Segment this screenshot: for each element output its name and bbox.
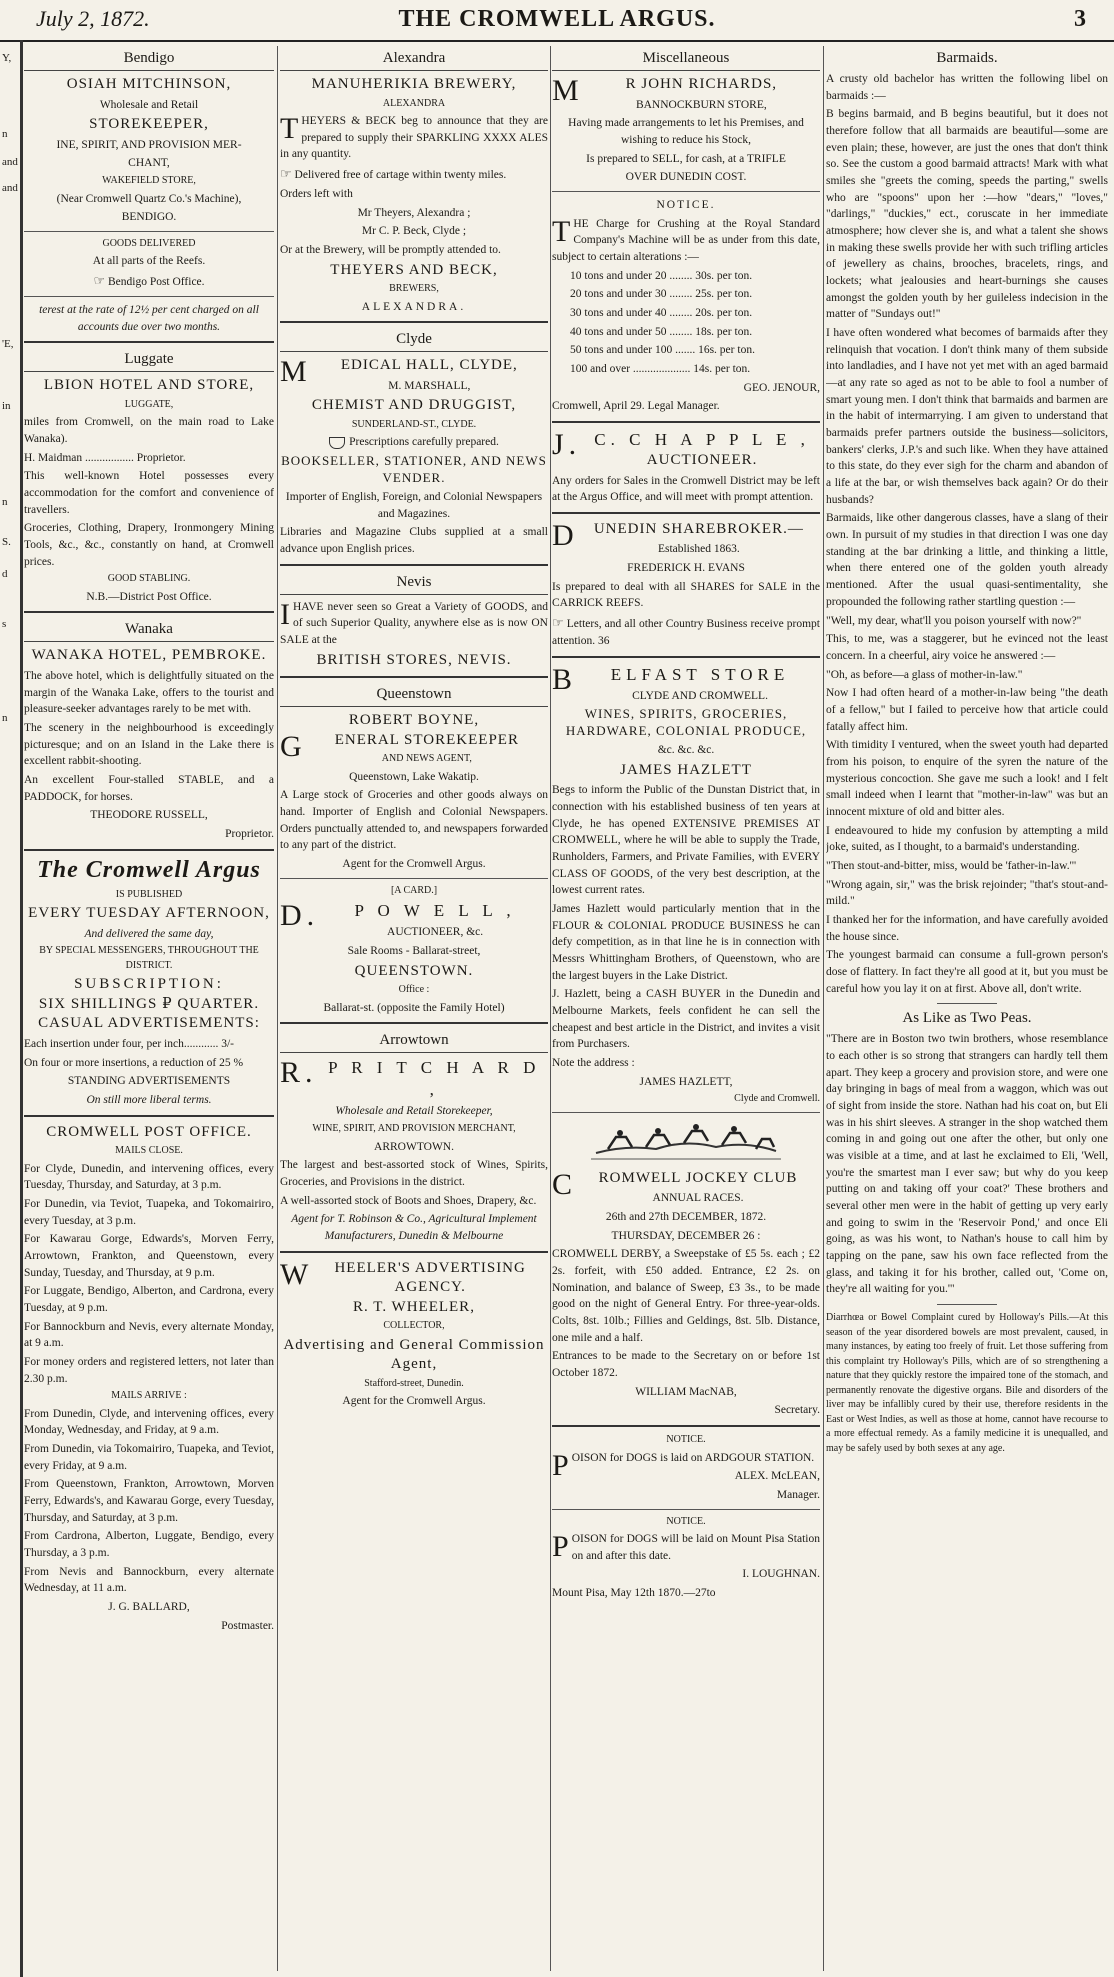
- left-margin-fragments: [0, 40, 23, 1977]
- section-heading: Clyde: [280, 329, 548, 352]
- ad-headline: BOOKSELLER, STATIONER, AND NEWS VENDER.: [281, 453, 547, 485]
- ad-text: J. G. BALLARD,: [108, 1601, 190, 1614]
- edge-fragment: 'E,: [2, 338, 14, 350]
- drop-cap: T: [280, 112, 299, 145]
- ad-text: LUGGATE,: [124, 398, 174, 410]
- ad-text: CHANT,: [128, 157, 170, 170]
- arrowtown-advertisement: [280, 1030, 548, 1410]
- ad-text: And delivered the same day,: [84, 927, 214, 940]
- drop-cap: D: [552, 518, 575, 552]
- ad-text: OISON for DOGS is laid on ARDGOUR STATION.: [571, 1451, 815, 1464]
- holloway-pills-item: [826, 1311, 1108, 1456]
- ad-text: Orders left with: [280, 187, 353, 200]
- belfast-store-advertisement: [552, 664, 820, 1107]
- divider: [552, 512, 820, 514]
- ad-text: From Nevis and Bannockburn, every alternate Wednesday, at 11 a.m.: [24, 1565, 274, 1595]
- section-heading: Queenstown: [280, 684, 548, 707]
- divider: [552, 656, 820, 658]
- article-paragraph: A crusty old bachelor has written the following libel on barmaids :—: [826, 73, 1108, 102]
- ad-text: Letters, and all other Country Business receive prompt attention.: [552, 618, 820, 647]
- ad-text: CLYDE AND CROMWELL.: [632, 689, 768, 702]
- queenstown-advertisement: [280, 684, 548, 1016]
- ad-text: Note the address :: [552, 1057, 635, 1070]
- article-paragraph: "Oh, as before—a glass of mother-in-law.": [826, 668, 1023, 681]
- ad-text: OVER DUNEDIN COST.: [625, 171, 747, 184]
- drop-cap: J.: [552, 427, 582, 461]
- mount-pisa-poison-notice: [552, 1515, 820, 1602]
- ad-text: MAILS ARRIVE :: [111, 1390, 187, 1402]
- ad-text: Agent for the Cromwell Argus.: [342, 857, 486, 870]
- drop-cap: G: [280, 729, 303, 763]
- ad-headline: MANUHERIKIA BREWERY,: [311, 76, 517, 92]
- argus-masthead: The Cromwell Argus: [37, 856, 261, 883]
- ad-text: Agent for T. Robinson & Co., Agricultural Implement Manufacturers, Dunedin & Melbourne: [291, 1213, 537, 1242]
- ad-text: H. Maidman ................. Proprietor.: [24, 451, 186, 464]
- article-paragraph: This, to me, was a staggerer, but he evinced not the least concern. In a cheerful, airy voice he answered :—: [826, 633, 1108, 662]
- article-paragraph: "There are in Boston two twin brothers, whose resemblance to each other is so strong that strangers can hardly tell them apart. They keep a grocery and provision store, and were one day bringing in bags of meal from a waggon, which was out of sight from inside the store. Nathan had his coat on, but Eli was in his shirt sleeves. A stranger in the shop watched them coming in and going out one after the other, but only one was visible at a time, and at last he exclaimed to Eli, 'Well, you're the smartest man I ever saw; but why do you keep putting on and taking off your coat?' These brothers and several other men were in the habit of getting up very early and going to swim in the 'Reservoir Pond,' and once Eli going, as was his wont, to Nathan's house to call him by tapping on the pane, saw his own face reflected from the glass, and taking it for his brother, called out, 'Come on, they're all waiting for you.'": [826, 1033, 1108, 1296]
- article-title: Barmaids.: [936, 50, 998, 66]
- ad-text: For Dunedin, via Teviot, Tuapeka, and Tokomairiro, every Tuesday, at 3 p.m.: [24, 1197, 274, 1227]
- article-paragraph: With timidity I ventured, when the sweet youth had departed from his poison, to enquire of the syren the nature of the mysterious concoction. She gave me such a look! and I felt small indeed when I learnt that "mother-in-law" was but an innocent mixture of old and bitter ales.: [826, 739, 1108, 818]
- section-heading: Miscellaneous: [552, 48, 820, 71]
- barmaids-article: [826, 50, 1108, 997]
- ad-text: Having made arrangements to let his Premises, and wishing to reduce his Stock,: [568, 117, 804, 146]
- ad-text: GOODS DELIVERED: [102, 237, 196, 249]
- jockey-club-advertisement: [552, 1119, 820, 1419]
- ad-text: Ballarat-st. (opposite the Family Hotel): [323, 1001, 505, 1014]
- edge-fragment: d: [2, 568, 8, 580]
- ad-text: &c. &c. &c.: [657, 744, 715, 757]
- ad-text: IS PUBLISHED: [115, 888, 183, 900]
- ad-text: Groceries, Clothing, Drapery, Ironmongery Mining Tools, &c., &c., constantly on hand, at Cromwell prices.: [24, 522, 274, 568]
- column-4: [826, 46, 1108, 1971]
- divider: [280, 564, 548, 566]
- ad-text: A Large stock of Groceries and other goods always on hand. Importer of English and Colonial Newspapers. Orders punctually attended to, and newspapers forwarded to any part of the district.: [280, 789, 548, 852]
- ad-text: [A CARD.]: [390, 884, 438, 896]
- article-paragraph: B begins barmaid, and B begins beautiful, but it does not therefore follow that all barmaids are beautiful—some are even plain; these, however, are just the ones that don't think so. See the custom a good barmaid attracts! Mark with what smiles she "greets the coming, speeds the parting," swells who are "spoons" upon her :—how "dears," "loves," "darlings," "duckies," ect., coruscate in her immediate atmosphere; how clever she is, and what a talent she shows in making these swells provide her with such trifling articles of jewellery as chains, brooches, bracelets, rings, and lockets; what jealousies and heart-burnings she causes amongst the golden youth by her guileless indecision in the matter of "Sundays out!": [826, 108, 1108, 321]
- ad-text: Importer of English, Foreign, and Colonial Newspapers and Magazines.: [285, 490, 543, 520]
- drop-cap: C: [552, 1167, 574, 1201]
- ad-text: Mr Theyers, Alexandra ;: [357, 206, 471, 219]
- ad-text: Prescriptions carefully prepared.: [349, 436, 499, 449]
- divider: [552, 421, 820, 423]
- drop-cap: D.: [280, 899, 320, 933]
- divider: [552, 1425, 820, 1427]
- ad-text: AND NEWS AGENT,: [381, 753, 472, 765]
- ad-headline: C. C H A P P L E ,: [594, 429, 810, 449]
- ad-headline: ENERAL STOREKEEPER: [334, 731, 519, 748]
- ad-text: THURSDAY, DECEMBER 26 :: [611, 1229, 761, 1242]
- ad-headline: WINES, SPIRITS, GROCERIES, HARDWARE, COLONIAL PRODUCE,: [565, 706, 807, 739]
- ad-headline: LBION HOTEL AND STORE,: [43, 377, 255, 394]
- sharebroker-advertisement: [552, 520, 820, 650]
- drop-cap: T: [552, 214, 571, 248]
- ad-text: SUNDERLAND-ST., CLYDE.: [351, 418, 477, 430]
- ad-text: Wholesale and Retail: [99, 98, 199, 111]
- ad-text: BANNOCKBURN STORE,: [635, 98, 767, 111]
- ad-text: BY SPECIAL MESSENGERS, THROUGHOUT THE DISTRICT.: [39, 945, 259, 971]
- divider: [280, 676, 548, 678]
- ad-headline: AUCTIONEER.: [646, 452, 758, 469]
- pointing-hand-icon: ☞: [280, 166, 292, 182]
- ad-text: Or at the Brewery, will be promptly attended to.: [280, 243, 501, 256]
- ad-text: At all parts of the Reefs.: [92, 255, 206, 268]
- page-number: 3: [1074, 6, 1086, 32]
- ad-text: Any orders for Sales in the Cromwell District may be left at the Argus Office, and will meet with prompt attention.: [552, 474, 820, 504]
- edge-fragment: n: [2, 128, 8, 140]
- ad-text: JAMES HAZLETT,: [639, 1075, 733, 1088]
- ad-text: M. MARSHALL,: [388, 379, 471, 392]
- divider: [24, 296, 274, 297]
- pointing-hand-icon: ☞: [93, 273, 106, 289]
- newspaper-title: THE CROMWELL ARGUS.: [398, 6, 716, 32]
- drop-cap: P: [552, 1530, 569, 1564]
- column-divider: [823, 46, 824, 1971]
- ad-headline: THEYERS AND BECK,: [330, 261, 498, 278]
- edge-fragment: n: [2, 496, 8, 508]
- edge-fragment: s: [2, 618, 7, 630]
- ad-text: From Queenstown, Frankton, Arrowtown, Morven Ferry, Edwards's, and Kawarau Gorge, every Tuesday, Thursday, and Saturday, at 3 p.m.: [24, 1478, 274, 1524]
- ad-text: CROMWELL DERBY, a Sweepstake of £5 5s. each ; £2 2s. forfeit, with £50 added. Entrance, £2 2s. on Nomination, and balance of Sweep, £3 3s., to be made good on the night of General Entry. For three-year-olds. Colts, 8st. 10lb.; Fillies and Geldings, 8st. 5lb. Distance, one mile and a half.: [552, 1248, 820, 1344]
- ad-text: NOTICE.: [656, 198, 716, 211]
- ad-text: Mount Pisa, May 12th 1870.—27to: [552, 1587, 716, 1600]
- ad-text: 26th and 27th DECEMBER, 1872.: [605, 1211, 767, 1224]
- ad-text: Mr C. P. Beck, Clyde ;: [361, 225, 467, 238]
- divider: [937, 1003, 997, 1004]
- ad-text: Stafford-street, Dunedin.: [364, 1377, 464, 1389]
- ad-text: For Kawarau Gorge, Edwards's, Morven Ferry, Arrowtown, Frankton, and Queenstown, every Sunday, Tuesday, and Thursday, at 9 p.m.: [24, 1233, 274, 1279]
- ad-headline: STOREKEEPER,: [89, 116, 209, 133]
- article-paragraph: Diarrhœa or Bowel Complaint cured by Holloway's Pills.—At this season of the year disordered bowels are most prevalent, caused, in many instances, by eating too freely of fruit. Let those suffering from this complaint try Holloway's Pills, which are of so strengthening a nature that they quickly restore the impaired tone of the stomach, and permanently renovate the digestive organs. Bile and disorders of the liver may be infallibly cured by their use, therefore residents in the East or West Indies, as well as those at home, cannot have recourse to a more effectual remedy. As a family medicine it is unequalled, and may be safely used by both sexes at any age.: [826, 1312, 1108, 1454]
- ad-headline: HEELER'S ADVERTISING AGENCY.: [334, 1259, 526, 1296]
- ad-text: Established 1863.: [657, 543, 740, 556]
- drop-cap: W: [280, 1257, 310, 1291]
- ad-text: Cromwell, April 29. Legal Manager.: [552, 400, 720, 413]
- drop-cap: I: [280, 597, 290, 631]
- edge-fragment: S.: [2, 536, 11, 548]
- ad-text: ALEXANDRA.: [361, 300, 467, 313]
- ad-text: INE, SPIRIT, AND PROVISION MER-: [56, 138, 242, 151]
- ad-headline: WANAKA HOTEL, PEMBROKE.: [31, 647, 267, 664]
- two-peas-article: [826, 1010, 1108, 1298]
- ad-text: From Dunedin, via Tokomairiro, Tuapeka, and Teviot, every Friday, at 9 a.m.: [24, 1443, 274, 1472]
- article-paragraph: "Then stout-and-bitter, miss, would be 'father-in-law.'": [826, 859, 1077, 872]
- column-divider: [277, 46, 278, 1971]
- ad-headline: CASUAL ADVERTISEMENTS:: [38, 1015, 260, 1032]
- ad-text: Secretary.: [774, 1404, 820, 1417]
- bendigo-advertisement: [24, 48, 274, 335]
- ad-text: WAKEFIELD STORE,: [102, 175, 196, 187]
- ad-text: BENDIGO.: [121, 211, 177, 224]
- ad-text: Agent for the Cromwell Argus.: [342, 1395, 486, 1408]
- section-heading: Bendigo: [24, 48, 274, 71]
- ad-headline: P R I T C H A R D ,: [328, 1058, 541, 1100]
- ad-text: GEO. JENOUR,: [743, 381, 820, 394]
- ad-text: Entrances to be made to the Secretary on or before 1st October 1872.: [552, 1350, 820, 1380]
- ad-text: WILLIAM MacNAB,: [635, 1385, 737, 1398]
- ad-text: terest at the rate of 12½ per cent charged on all accounts due over two months.: [39, 303, 259, 333]
- ad-text: Bendigo Post Office.: [107, 276, 205, 289]
- ad-text: ALEX. McLEAN,: [734, 1470, 820, 1483]
- edge-fragment: n: [2, 712, 8, 724]
- ad-headline: OSIAH MITCHINSON,: [66, 76, 232, 92]
- ad-text: Libraries and Magazine Clubs supplied at a small advance upon English prices.: [280, 526, 548, 555]
- post-office-notice: [24, 1123, 274, 1635]
- ad-text: For Clyde, Dunedin, and intervening offices, every Tuesday, Thursday, and Saturday, at 3 p.m.: [24, 1162, 274, 1192]
- ad-text: Each insertion under four, per inch............ 3/-: [24, 1037, 234, 1050]
- ad-text: I. LOUGHNAN.: [742, 1568, 820, 1581]
- section-heading: Wanaka: [24, 619, 274, 642]
- edge-fragment: in: [2, 400, 11, 412]
- drop-cap: R.: [280, 1056, 318, 1090]
- ad-text: BREWERS,: [389, 283, 439, 295]
- ad-headline: SUBSCRIPTION:: [74, 976, 224, 993]
- ad-text: On still more liberal terms.: [86, 1093, 212, 1106]
- ad-text: HAVE never seen so Great a Variety of GOODS, and of such Superior Quality, anywhere else as is now ON SALE at the: [280, 600, 548, 646]
- ad-text: Postmaster.: [221, 1619, 274, 1632]
- article-paragraph: Barmaids, like other dangerous classes, have a slang of their own. In pursuit of my studies in that direction I was one day standing at the bar drinking a little, and thinking a little, when there entered one of the golden youth already mentioned. After the usual quasi-sentimentality, she propounded the following rather startling question :—: [826, 512, 1108, 608]
- divider: [280, 321, 548, 323]
- ad-headline: JAMES HAZLETT: [620, 761, 752, 778]
- article-paragraph: Now I had often heard of a mother-in-law being "the death of a fellow," but I failed to perceive how that article could fatally affect him.: [826, 687, 1108, 733]
- pointing-hand-icon: ☞: [552, 615, 564, 631]
- ad-text: A well-assorted stock of Boots and Shoes, Drapery, &c.: [280, 1194, 537, 1207]
- ad-text: Manager.: [776, 1488, 820, 1501]
- ad-text: The largest and best-assorted stock of Wines, Spirits, Groceries, and Provisions in the district.: [280, 1159, 548, 1188]
- ad-text: J. Hazlett, being a CASH BUYER in the Dunedin and Melbourne Markets, feels confident he can sell the cheapest and best article in the District, and invites a visit from Purchasers.: [552, 988, 820, 1051]
- ad-text: HEYERS & BECK beg to announce that they are prepared to supply their SPARKLING XXXX ALES in any quantity.: [280, 115, 548, 161]
- ad-text: Office :: [398, 984, 430, 996]
- edge-fragment: and: [2, 182, 18, 194]
- ad-text: Wholesale and Retail Storekeeper,: [335, 1105, 493, 1118]
- ad-text: HE Charge for Crushing at the Royal Standard Company's Machine will be as under from this date, subject to certain alterations :—: [552, 217, 820, 263]
- ad-text: GOOD STABLING.: [107, 573, 191, 585]
- divider: [24, 849, 274, 851]
- ad-text: STANDING ADVERTISEMENTS: [67, 1075, 231, 1088]
- article-paragraph: "Wrong again, sir," was the brisk rejoinder; "that's stout-and-mild.": [826, 878, 1108, 908]
- ad-headline: Advertising and General Commission Agent,: [283, 1336, 545, 1373]
- ad-text: THEODORE RUSSELL,: [90, 809, 208, 822]
- ad-headline: EVERY TUESDAY AFTERNOON,: [28, 905, 270, 922]
- divider: [24, 1115, 274, 1117]
- article-paragraph: I endeavoured to hide my confusion by attempting a mild joke, suited, as I thought, to a barmaid's understanding.: [826, 824, 1108, 854]
- crushing-notice: [552, 197, 820, 415]
- ad-text: miles from Cromwell, on the main road to Lake Wanaka).: [24, 416, 274, 445]
- section-heading: Luggate: [24, 349, 274, 372]
- rate-row: 20 tons and under 30 ........ 25s. per ton.: [570, 288, 753, 301]
- ad-text: For money orders and registered letters, not later than 2.30 p.m.: [24, 1355, 274, 1385]
- column-3: [552, 46, 820, 1971]
- ad-headline: BRITISH STORES, NEVIS.: [316, 651, 512, 668]
- section-heading: Nevis: [280, 572, 548, 595]
- divider: [552, 1112, 820, 1113]
- ad-text: MAILS CLOSE.: [115, 1145, 183, 1157]
- ad-text: ALEXANDRA: [382, 97, 446, 109]
- divider: [280, 878, 548, 879]
- ad-headline: ROMWELL JOCKEY CLUB: [598, 1169, 798, 1186]
- ad-headline: EDICAL HALL, CLYDE,: [340, 357, 518, 374]
- ad-text: ARROWTOWN.: [374, 1140, 454, 1153]
- ad-text: NOTICE.: [666, 1434, 706, 1446]
- mortar-pestle-icon: [329, 437, 345, 449]
- divider: [280, 1251, 548, 1253]
- chapple-advertisement: [552, 429, 820, 506]
- rate-row: 30 tons and under 40 ........ 20s. per ton.: [570, 306, 753, 319]
- ad-text: FREDERICK H. EVANS: [627, 562, 745, 575]
- divider: [24, 611, 274, 613]
- divider: [24, 231, 274, 232]
- racehorses-engraving: [586, 1119, 786, 1163]
- article-paragraph: "Well, my dear, what'll you poison yourself with now?": [826, 614, 1082, 627]
- ad-text: Is prepared to deal with all SHARES for SALE in the CARRICK REEFS.: [552, 580, 820, 610]
- ad-number: 36: [598, 634, 610, 647]
- alexandra-advertisement: [280, 48, 548, 315]
- ad-text: From Cardrona, Alberton, Luggate, Bendigo, every Thursday, a 3 p.m.: [24, 1530, 274, 1560]
- ad-headline: SIX SHILLINGS ₽ QUARTER.: [38, 995, 260, 1012]
- ad-text: COLLECTOR,: [383, 1320, 445, 1332]
- ad-headline: P O W E L L ,: [354, 901, 516, 921]
- ad-text: N.B.—District Post Office.: [86, 590, 212, 603]
- ad-text: The scenery in the neighbourhood is exceedingly picturesque; and on an Island in the Lake there is excellent rabbit-shooting.: [24, 721, 274, 768]
- ardgour-poison-notice: [552, 1433, 820, 1504]
- ad-headline: ELFAST STORE: [610, 664, 790, 684]
- ad-text: WINE, SPIRIT, AND PROVISION MERCHANT,: [312, 1123, 516, 1135]
- ad-headline: R. T. WHEELER,: [353, 1298, 475, 1315]
- ad-text: On four or more insertions, a reduction of 25 %: [24, 1056, 244, 1069]
- ad-text: AUCTIONEER, &c.: [387, 926, 484, 939]
- drop-cap: M: [552, 74, 580, 107]
- ad-headline: QUEENSTOWN.: [354, 962, 474, 979]
- ad-headline: CROMWELL POST OFFICE.: [46, 1123, 252, 1140]
- rate-row: 40 tons and under 50 ........ 18s. per ton.: [570, 325, 753, 338]
- article-paragraph: I have often wondered what becomes of barmaids after they relinquish that vocation. I don't think many of them subside into landladies, and I have not yet met with an aged barmaid—at any rate so aged as not to be able to fool a number of smart young men. I don't think that barmaids and barmen are in the habit of intermarrying. I am given to understand that barmaids prefer partners outside the business—solicitors, bankers' clerks, J.P.'s and such like. When they have attained to this state, do they ever sigh for the charm and abandon of a life at the bar, or wish themselves back again? Or do their husbands?: [826, 327, 1108, 506]
- section-heading: Alexandra: [280, 48, 548, 71]
- article-paragraph: The youngest barmaid can consume a full-grown person's dose of flattery. In fact they're all good at it, but you must be careful how you lay it on at first. Above all, don't write.: [826, 949, 1108, 995]
- wanaka-advertisement: [24, 619, 274, 842]
- ad-text: For Luggate, Bendigo, Alberton, and Cardrona, every Tuesday, at 9 p.m.: [24, 1285, 274, 1314]
- column-divider: [550, 46, 551, 1971]
- ad-text: ANNUAL RACES.: [652, 1192, 744, 1205]
- drop-cap: M: [280, 355, 308, 389]
- ad-text: NOTICE.: [666, 1515, 706, 1527]
- column-1: [24, 46, 274, 1971]
- ad-text: Proprietor.: [225, 827, 274, 840]
- ad-headline: UNEDIN SHAREBROKER.—: [593, 520, 804, 537]
- divider: [552, 191, 820, 192]
- ad-text: OISON for DOGS will be laid on Mount Pisa Station on and after this date.: [571, 1533, 820, 1562]
- article-paragraph: I thanked her for the information, and have carefully avoided the house since.: [826, 913, 1108, 943]
- ad-text: From Dunedin, Clyde, and intervening offices, every Monday, Wednesday, and Friday, at 9 a.m.: [24, 1407, 274, 1437]
- ad-text: James Hazlett would particularly mention that in the FLOUR & COLONIAL PRODUCE BUSINESS he can defy competition, as in that line he is in connection with Messrs Whittingham Brothers, of Queenstown, who are the largest buyers in the Lake District.: [552, 902, 820, 982]
- ad-text: An excellent Four-stalled STABLE, and a PADDOCK, for horses.: [24, 773, 274, 803]
- page-header: [0, 0, 1114, 42]
- ad-text: For Bannockburn and Nevis, every alternate Monday, at 9 a.m.: [24, 1320, 274, 1350]
- ad-headline: CHEMIST AND DRUGGIST,: [311, 397, 517, 414]
- richards-advertisement: [552, 48, 820, 186]
- rate-row: 50 tons and under 100 ....... 16s. per ton.: [570, 344, 755, 357]
- ad-headline: R JOHN RICHARDS,: [625, 76, 778, 92]
- divider: [280, 1022, 548, 1024]
- ad-text: Queenstown, Lake Wakatip.: [349, 770, 479, 783]
- edge-fragment: and: [2, 156, 18, 168]
- ad-text: This well-known Hotel possesses every accommodation for the comfort and convenience of travellers.: [24, 470, 274, 516]
- divider: [24, 341, 274, 343]
- divider: [937, 1304, 997, 1305]
- drop-cap: B: [552, 662, 578, 696]
- column-2: [280, 46, 548, 1971]
- issue-date: July 2, 1872.: [36, 6, 150, 31]
- edge-fragment: Y,: [2, 52, 12, 64]
- ad-text: (Near Cromwell Quartz Co.'s Machine),: [56, 192, 242, 205]
- ad-headline: ROBERT BOYNE,: [348, 712, 480, 729]
- clyde-advertisement: [280, 329, 548, 557]
- ad-text: Delivered free of cartage within twenty miles.: [294, 169, 507, 182]
- nevis-advertisement: [280, 572, 548, 671]
- argus-subscription-notice: [24, 857, 274, 1109]
- ad-text: The above hotel, which is delightfully situated on the margin of the Wanaka Lake, offers to the tourist and pleasure-seeker advantages rarely to be met with.: [24, 669, 274, 716]
- ad-text: Begs to inform the Public of the Dunstan District that, in connection with his established business of ten years at Clyde, he has opened EXTENSIVE PREMISES AT CROMWELL, where he will be able to supply the Trade, Runholders, Farmers, and Private Families, with EVERY CLASS OF GOODS, of the very best description, at the lowest current rates.: [552, 784, 820, 897]
- ad-text: Is prepared to SELL, for cash, at a TRIFLE: [586, 152, 786, 165]
- luggate-advertisement: [24, 349, 274, 605]
- divider: [552, 1509, 820, 1510]
- crushing-rates-list: [552, 268, 820, 378]
- ad-text: Clyde and Cromwell.: [734, 1093, 820, 1105]
- rate-row: 10 tons and under 20 ........ 30s. per ton.: [570, 269, 753, 282]
- ad-text: Sale Rooms - Ballarat-street,: [347, 944, 481, 957]
- rate-row: 100 and over .................... 14s. per ton.: [570, 362, 751, 375]
- article-title: As Like as Two Peas.: [902, 1010, 1032, 1027]
- drop-cap: P: [552, 1448, 569, 1482]
- section-heading: Arrowtown: [280, 1030, 548, 1053]
